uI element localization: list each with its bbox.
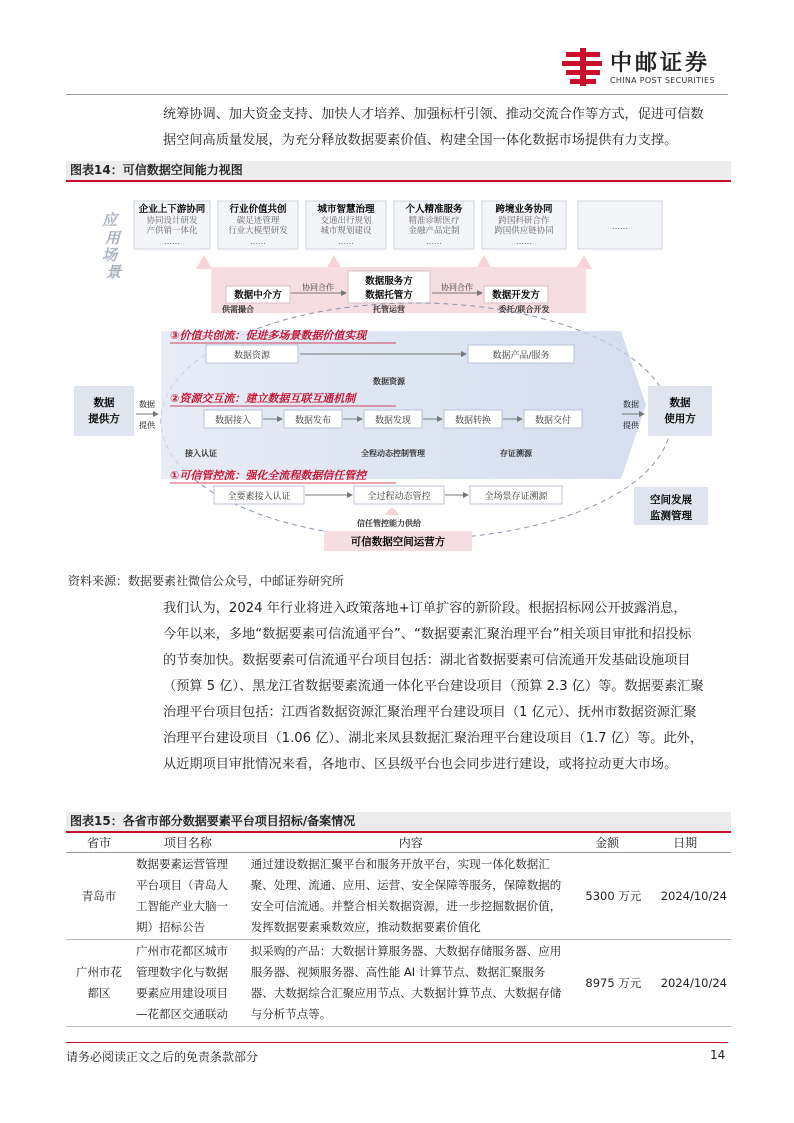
operator (324, 507, 472, 551)
between-label: 数据资源 (373, 377, 405, 386)
scene-name: 行业价值共创 (229, 204, 287, 215)
text-line: 工智能产业大脑一 (135, 899, 228, 913)
figure14-title: 图表14：可信数据空间能力视图 (66, 161, 731, 180)
cell-project-name (132, 853, 241, 940)
down-right: 委托/联合开发 (498, 305, 550, 314)
table-header-row (66, 832, 731, 853)
data-provider (74, 386, 158, 436)
provider-in-top: 数据 (139, 400, 155, 409)
cell-amount: 5300 万元 (572, 853, 642, 940)
scene-item: 碳足迹管理 (236, 216, 280, 226)
down-left: 供需撮合 (222, 305, 254, 314)
between-label: 存证溯源 (500, 449, 532, 458)
monitor-management (634, 487, 708, 525)
provider-line1: 数据 (93, 397, 115, 409)
text-line: 数据要素运营管理 (135, 857, 228, 871)
down-center: 托管运营 (373, 305, 405, 314)
column-header: 日期 (642, 832, 731, 853)
cell-amount: 8975 万元 (572, 940, 642, 1027)
text-line: 安全可信流通。并整合相关数据资源，进一步挖掘数据价值， (250, 899, 562, 913)
column-header: 金额 (572, 832, 642, 853)
scene-item: 交通出行规划 (320, 216, 372, 226)
text-line: 统筹协调、加大资金支持、加快人才培养、加强标杆引领、推动交流合作等方式，促进可信数 (163, 107, 704, 122)
service-center-2: 数据托管方 (365, 290, 413, 301)
scene-box (134, 201, 210, 249)
service-center-1: 数据服务方 (365, 276, 413, 287)
logo-english-name: CHINA POST SECURITIES (610, 76, 715, 85)
scene-label-char: 场 (102, 246, 118, 264)
scene-box (394, 201, 474, 249)
text-line: 拟采购的产品：大数据计算服务器、大数据存储服务器、应用 (250, 944, 562, 958)
china-post-logo-icon (562, 46, 604, 88)
text-line: 广州市花都区城市 (135, 944, 228, 958)
scene-item: 城市规划建设 (320, 226, 372, 236)
scene-item: 跨国科研合作 (498, 216, 550, 226)
scene-label-char: 应 (102, 211, 118, 229)
scene-item: …… (612, 222, 628, 231)
text-line: 平台项目（青岛人 (135, 878, 228, 892)
user-line1: 数据 (669, 397, 691, 409)
text-line: 服务器、视频服务器、高性能 AI 计算节点、数据汇聚服务 (250, 965, 546, 979)
text-line: 管理数字化与数据 (135, 965, 228, 979)
body-paragraph (66, 596, 731, 778)
scene-box (482, 201, 566, 249)
cell-project-name (132, 940, 241, 1027)
flow3-title: ③价值共创流：促进多场景数据价值实现 (170, 329, 367, 342)
text-line: 据空间高质量发展，为充分释放数据要素价值、构建全国一体化数据市场提供有力支撑。 (163, 133, 678, 148)
footer-rule (66, 1042, 728, 1043)
scene-item: 跨国供应链协同 (494, 226, 554, 236)
scene-name: 企业上下游协同 (138, 204, 206, 215)
header-rule (66, 94, 728, 95)
cell-content (241, 853, 572, 940)
text-line: 要素应用建设项目 (135, 986, 228, 1000)
flow1-step: 全场景存证溯源 (484, 492, 548, 502)
text-line: 从近期项目审批情况来看，各地市、区县级平台也会同步进行建设，或将拉动更大市场。 (163, 757, 678, 772)
scene-item: 产供销一体化 (146, 226, 198, 236)
provider-in-bottom: 提供 (139, 421, 155, 430)
flow2-step: 数据接入 (214, 416, 252, 426)
text-line: 与分析节点等。 (250, 1007, 332, 1021)
scene-name: 城市智慧治理 (317, 204, 375, 215)
user-line2: 使用方 (664, 413, 696, 425)
text-line: 我们认为，2024 年行业将进入政策落地+订单扩容的新阶段。根据招标网公开披露消息， (163, 601, 687, 616)
link-left: 协同合作 (302, 283, 334, 292)
table-row (66, 853, 731, 940)
scene-label-char: 景 (106, 263, 122, 281)
text-line: 通过建设数据汇聚平台和服务开放平台，实现一体化数据汇 (250, 857, 550, 871)
scene-item: 精准诊断医疗 (408, 216, 460, 226)
monitor-line2: 监测管理 (650, 510, 692, 522)
text-line: 广州市花 (75, 965, 122, 979)
footer-disclaimer: 请务必阅读正文之后的免责条款部分 (66, 1050, 259, 1064)
column-header: 内容 (241, 832, 572, 853)
between-label: 全程动态控制管理 (361, 449, 425, 458)
provider-line2: 提供方 (88, 413, 120, 425)
user-out-bottom: 提供 (623, 421, 639, 430)
scene-item: 行业大模型研发 (228, 226, 288, 236)
cell-date: 2024/10/24 (642, 940, 731, 1027)
user-out-top: 数据 (623, 400, 639, 409)
between-label: 信任管控能力供给 (357, 519, 421, 528)
figure14-diagram (66, 181, 731, 567)
table15-title: 图表15：各省市部分数据要素平台项目招标/备案情况 (66, 812, 731, 831)
figure14-source: 资料来源：数据要素社微信公众号，中邮证券研究所 (68, 574, 345, 588)
scene-item: …… (250, 237, 266, 246)
flow1-title: ①可信管控流：强化全流程数据信任管控 (170, 469, 367, 482)
up-arrows (196, 255, 592, 269)
flow2-step: 数据发布 (294, 416, 332, 426)
flow2-title: ②资源交互流：建立数据互联互通机制 (170, 392, 356, 405)
flow1-step: 全过程动态管控 (367, 492, 431, 502)
scene-item: …… (426, 237, 442, 246)
scene-boxes (134, 201, 662, 249)
service-right: 数据开发方 (492, 290, 540, 301)
page-number: 14 (710, 1048, 726, 1062)
flow2-step: 数据交付 (534, 416, 572, 426)
text-line: 的节奏加快。数据要素可信流通平台项目包括：湖北省数据要素可信流通开发基础设施项目 (163, 653, 691, 668)
cell-city (66, 940, 132, 1027)
scene-label (101, 211, 123, 281)
flow2-step: 数据发现 (374, 416, 412, 426)
text-line: 聚、处理、流通、应用、运营、安全保障等服务，保障数据的 (250, 878, 562, 892)
scene-box (578, 201, 662, 249)
projects-table (66, 832, 731, 1027)
scene-item: …… (164, 237, 180, 246)
text-line: （预算 5 亿）、黑龙江省数据要素流通一体化平台建设项目（预算 2.3 亿）等。数据要素汇聚 (163, 679, 704, 694)
logo-chinese-name: 中邮证券 (610, 51, 711, 76)
text-line: 器、大数据综合汇聚应用节点、大数据计算节点、大数据存储 (250, 986, 562, 1000)
operator-label: 可信数据空间运营方 (350, 536, 446, 548)
text-line: 今年以来，多地“数据要素可信流通平台”、“数据要素汇聚治理平台”相关项目审批和招投标 (163, 627, 692, 642)
text-line: 都区 (87, 986, 111, 1000)
text-line: 治理平台项目包括：江西省数据资源汇聚治理平台建设项目（1 亿元）、抚州市数据资源汇聚 (163, 705, 697, 720)
scene-item: 金融产品定制 (408, 226, 460, 236)
scene-box (306, 201, 386, 249)
flow2-step: 数据转换 (454, 416, 492, 426)
cell-date: 2024/10/24 (642, 853, 731, 940)
cell-city: 青岛市 (66, 853, 132, 940)
scene-name: 个人精准服务 (405, 204, 463, 215)
scene-item: …… (338, 237, 354, 246)
scene-box (218, 201, 298, 249)
text-line: 治理平台建设项目（1.06 亿）、湖北来凤县数据汇聚治理平台建设项目（1.7 亿）等。此外， (163, 731, 704, 746)
cell-content (241, 940, 572, 1027)
text-line: —花都区交通联动 (135, 1007, 228, 1021)
column-header: 项目名称 (132, 832, 241, 853)
column-header: 省市 (66, 832, 132, 853)
table-row (66, 940, 731, 1027)
flow1-step: 全要素接入认证 (227, 492, 291, 502)
between-label: 接入认证 (185, 449, 217, 458)
monitor-line1: 空间发展 (650, 494, 692, 506)
text-line: 期）招标公告 (135, 920, 205, 934)
scene-item: 协同设计研发 (146, 216, 198, 226)
intro-paragraph (66, 102, 731, 154)
flow3-step: 数据产品/服务 (492, 351, 550, 361)
scene-label-char: 用 (105, 229, 121, 247)
flow3-step: 数据资源 (233, 351, 271, 361)
scene-name: 跨境业务协同 (495, 204, 553, 215)
company-logo (562, 44, 732, 90)
link-right: 协同合作 (441, 283, 473, 292)
scene-item: …… (516, 237, 532, 246)
text-line: 发挥数据要素乘数效应，推动数据要素价值化 (250, 920, 481, 934)
service-left: 数据中介方 (234, 290, 282, 301)
